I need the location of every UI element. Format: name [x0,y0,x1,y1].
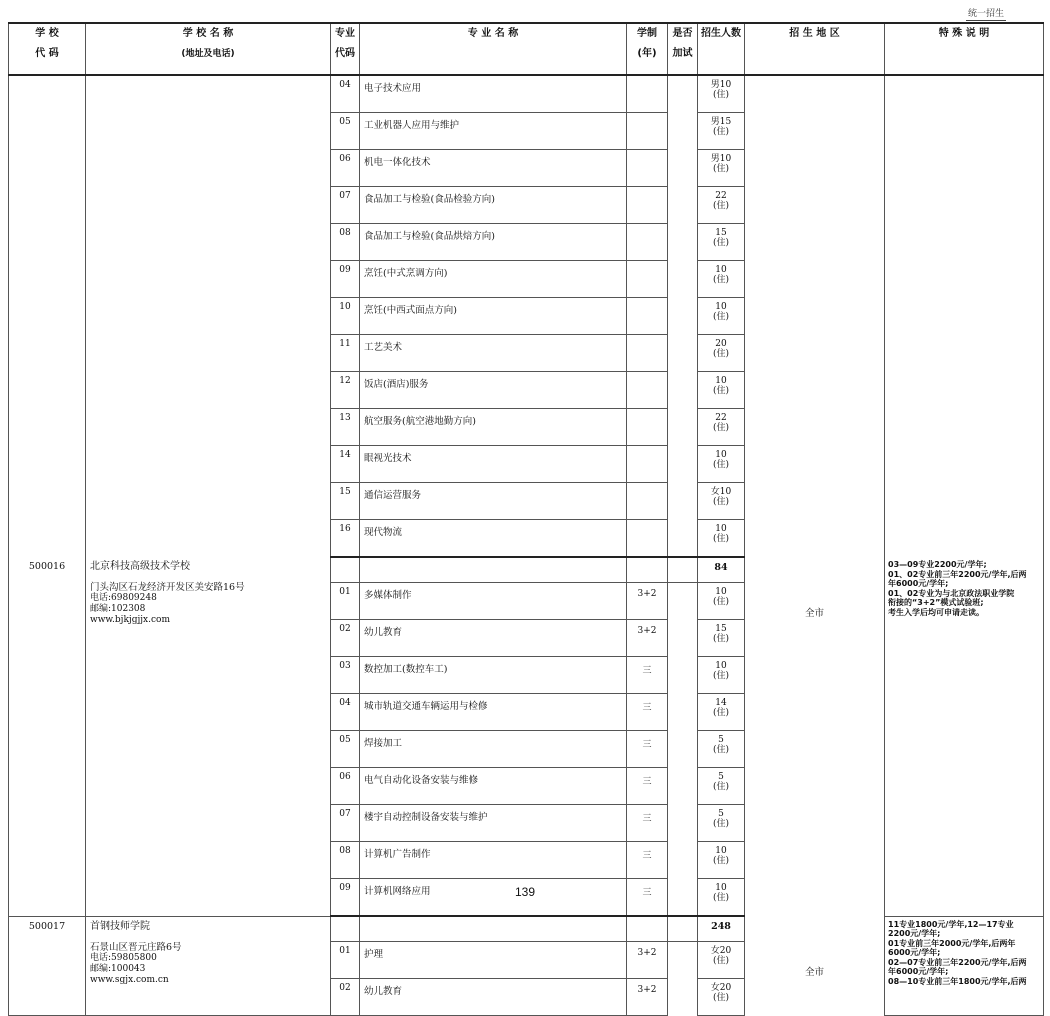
major-code: 06 [331,768,360,805]
table-header-row [9,23,1044,75]
enroll-count [698,979,745,1016]
enroll-count [698,942,745,979]
major-name: 现代物流 [360,520,627,558]
boarding-label: (住) [712,90,730,100]
special-notes [885,557,1044,916]
enroll-count-value: 10 [715,302,727,312]
school-address: 石景山区晋元庄路6号 [90,941,182,953]
major-years: 3+2 [627,620,668,657]
boarding-label: (住) [712,312,730,322]
enroll-count-value: 10 [715,265,727,275]
page-number: 139 [514,885,536,899]
major-code: 08 [331,842,360,879]
major-code: 01 [331,583,360,620]
major-name: 幼儿教育 [360,620,627,657]
boarding-label: (住) [712,671,730,681]
major-name: 工业机器人应用与维护 [360,113,627,150]
enroll-count-value: 20 [715,339,727,349]
special-notes [885,916,1044,1016]
major-years: 三 [627,657,668,694]
enroll-count-value: 5 [718,809,724,819]
extra-test-cell [668,842,698,879]
major-years: 三 [627,842,668,879]
major-code: 15 [331,483,360,520]
major-years: 3+2 [627,979,668,1016]
extra-test-cell [668,483,698,520]
enroll-count-value: 女20 [710,946,732,956]
blank-cell [360,916,627,942]
major-years [627,520,668,558]
major-years [627,261,668,298]
col-major-name: 专 业 名 称 [360,23,627,75]
note-line: 02—07专业前三年2200元/学年,后两 [888,957,1027,967]
extra-test-cell [668,446,698,483]
blank-cell [745,916,885,942]
boarding-label: (住) [712,164,730,174]
extra-test-cell [668,113,698,150]
col-region: 招 生 地 区 [745,23,885,75]
major-code: 08 [331,224,360,261]
boarding-label: (住) [712,782,730,792]
blank-cell [627,557,668,583]
boarding-label: (住) [712,856,730,866]
major-name: 楼宇自动控制设备安装与维护 [360,805,627,842]
boarding-label: (住) [712,386,730,396]
extra-test-cell [668,335,698,372]
school-website: www.sgjx.com.cn [90,974,169,985]
major-code: 01 [331,942,360,979]
major-code: 11 [331,335,360,372]
enroll-region: 全市 [745,942,885,1016]
major-name: 幼儿教育 [360,979,627,1016]
col-extra-test: 是否 加试 [668,23,698,75]
boarding-label: (住) [712,708,730,718]
major-name: 电气自动化设备安装与维修 [360,768,627,805]
school-postcode: 邮编:100043 [90,963,146,974]
enroll-count-value: 22 [715,413,727,423]
enroll-count-value: 22 [715,191,727,201]
major-name: 眼视光技术 [360,446,627,483]
major-name: 通信运营服务 [360,483,627,520]
note-line: 6000元/学年; [888,948,941,957]
enroll-count [698,446,745,483]
school-website: www.bjkjgjjx.com [90,615,170,625]
note-line: 考生入学后均可申请走读。 [888,607,984,617]
blank-cell [360,557,627,583]
enroll-count-value: 10 [715,376,727,386]
extra-test-cell [668,261,698,298]
school-code [9,75,86,557]
boarding-label: (住) [712,893,730,903]
major-years [627,372,668,409]
enroll-count [698,224,745,261]
major-code: 04 [331,694,360,731]
major-years [627,409,668,446]
boarding-label: (住) [712,745,730,755]
enroll-region [745,75,885,557]
school-info [86,557,331,916]
special-notes [885,75,1044,557]
major-code: 02 [331,620,360,657]
major-years [627,113,668,150]
major-years: 三 [627,694,668,731]
extra-test-cell [668,694,698,731]
enroll-count-value: 女10 [710,487,732,497]
major-code: 06 [331,150,360,187]
boarding-label: (住) [712,201,730,211]
note-line: 01、02专业前三年2200元/学年,后两 [888,569,1027,579]
enroll-total-value: 84 [714,562,728,573]
major-years: 3+2 [627,942,668,979]
major-name: 食品加工与检验(食品烘焙方向) [360,224,627,261]
major-code: 16 [331,520,360,558]
major-code: 09 [331,879,360,917]
enroll-count [698,694,745,731]
enroll-count-value: 10 [715,587,727,597]
extra-test-cell [668,75,698,113]
boarding-label: (住) [712,993,730,1003]
blank-cell [331,557,360,583]
boarding-label: (住) [712,497,730,507]
major-years [627,335,668,372]
major-name: 食品加工与检验(食品检验方向) [360,187,627,224]
extra-test-cell [668,409,698,446]
major-name: 烹饪(中西式面点方向) [360,298,627,335]
major-code: 03 [331,657,360,694]
school-name: 北京科技高级技术学校 [90,561,190,572]
enroll-region: 全市 [745,583,885,917]
major-years: 三 [627,805,668,842]
major-years [627,446,668,483]
major-code: 12 [331,372,360,409]
enroll-count-value: 男10 [710,154,732,164]
blank-cell [668,557,698,583]
school-phone: 电话:69809248 [90,593,157,603]
major-name: 焊接加工 [360,731,627,768]
enroll-count-value: 男10 [710,80,732,90]
extra-test-cell [668,372,698,409]
major-name: 计算机网络应用 [360,879,627,917]
extra-test-cell [668,805,698,842]
blank-cell [668,916,698,942]
note-line: 01、02专业为与北京政法职业学院 [888,588,1015,598]
major-name: 电子技术应用 [360,75,627,113]
school-address: 门头沟区石龙经济开发区美安路16号 [90,582,245,593]
enroll-count-value: 14 [715,698,727,708]
extra-test-cell [668,187,698,224]
enroll-count [698,842,745,879]
boarding-label: (住) [712,819,730,829]
note-line: 衔接的“3+2”模式试验班; [888,598,984,607]
major-years [627,187,668,224]
note-line: 11专业1800元/学年,12—17专业 [888,919,1014,929]
boarding-label: (住) [712,597,730,607]
major-name: 城市轨道交通车辆运用与检修 [360,694,627,731]
col-years: 学制 (年) [627,23,668,75]
enroll-count-value: 10 [715,846,727,856]
enroll-count-value: 10 [715,450,727,460]
blank-cell [745,557,885,583]
enroll-count [698,731,745,768]
major-years: 3+2 [627,583,668,620]
enroll-count [698,75,745,113]
enroll-count-value: 10 [715,883,727,893]
note-line: 03—09专业2200元/学年; [888,560,987,569]
major-years [627,224,668,261]
header-tag: 统一招生 [966,6,1006,21]
enroll-count-value: 15 [715,228,727,238]
enroll-count-value: 女20 [710,983,732,993]
major-years [627,483,668,520]
enroll-total [698,916,745,942]
major-years [627,75,668,113]
enroll-count [698,768,745,805]
school-total-row [9,916,1044,942]
col-school-name: 学 校 名 称 (地址及电话) [86,23,331,75]
boarding-label: (住) [712,423,730,433]
enroll-count [698,520,745,558]
major-name: 航空服务(航空港地勤方向) [360,409,627,446]
enroll-count [698,187,745,224]
boarding-label: (住) [712,534,730,544]
boarding-label: (住) [712,275,730,285]
school-info [86,916,331,1016]
enroll-count-value: 10 [715,524,727,534]
school-phone: 电话:59805800 [90,952,157,963]
enroll-total [698,557,745,583]
major-years [627,150,668,187]
enroll-count [698,620,745,657]
major-code: 10 [331,298,360,335]
boarding-label: (住) [712,956,730,966]
major-name: 多媒体制作 [360,583,627,620]
extra-test-cell [668,657,698,694]
col-notes: 特 殊 说 明 [885,23,1044,75]
major-name: 护理 [360,942,627,979]
major-name: 饭店(酒店)服务 [360,372,627,409]
boarding-label: (住) [712,238,730,248]
admissions-table [8,22,1044,1016]
major-years [627,298,668,335]
school-info [86,75,331,557]
extra-test-cell [668,979,698,1016]
enroll-count [698,483,745,520]
enroll-count [698,583,745,620]
note-line: 08—10专业前三年1800元/学年,后两 [888,976,1027,986]
major-years: 三 [627,879,668,917]
extra-test-cell [668,224,698,261]
major-code: 04 [331,75,360,113]
enroll-count [698,113,745,150]
enroll-count [698,298,745,335]
major-years: 三 [627,731,668,768]
extra-test-cell [668,620,698,657]
major-code: 13 [331,409,360,446]
enroll-count [698,261,745,298]
enroll-count-value: 15 [715,624,727,634]
major-name: 工艺美术 [360,335,627,372]
major-code: 02 [331,979,360,1016]
major-code: 05 [331,113,360,150]
blank-cell [627,916,668,942]
table-row [9,75,1044,113]
enroll-count [698,409,745,446]
extra-test-cell [668,583,698,620]
enroll-count-value: 5 [718,772,724,782]
major-name: 烹饪(中式烹调方向) [360,261,627,298]
boarding-label: (住) [712,634,730,644]
school-total-row [9,557,1044,583]
enroll-count [698,150,745,187]
enroll-count-value: 10 [715,661,727,671]
enroll-count [698,657,745,694]
blank-cell [331,916,360,942]
enroll-count [698,372,745,409]
extra-test-cell [668,942,698,979]
school-name: 首钢技师学院 [90,920,150,932]
enroll-count-value: 5 [718,735,724,745]
school-code: 500017 [9,916,86,1016]
major-code: 09 [331,261,360,298]
enroll-total-value: 248 [711,921,731,932]
boarding-label: (住) [712,460,730,470]
major-code: 14 [331,446,360,483]
major-name: 机电一体化技术 [360,150,627,187]
extra-test-cell [668,731,698,768]
school-code: 500016 [9,557,86,916]
major-name: 计算机广告制作 [360,842,627,879]
note-line: 01专业前三年2000元/学年,后两年 [888,938,1016,948]
extra-test-cell [668,768,698,805]
extra-test-cell [668,298,698,335]
school-postcode: 邮编:102308 [90,604,146,614]
major-code: 07 [331,187,360,224]
enroll-count [698,805,745,842]
major-years: 三 [627,768,668,805]
col-major-code: 专业 代码 [331,23,360,75]
major-code: 05 [331,731,360,768]
enroll-count [698,335,745,372]
boarding-label: (住) [712,127,730,137]
note-line: 年6000元/学年; [888,579,949,588]
col-school-code: 学 校 代 码 [9,23,86,75]
enroll-count-value: 男15 [710,117,732,127]
note-line: 年6000元/学年; [888,967,949,976]
note-line: 2200元/学年; [888,929,941,938]
boarding-label: (住) [712,349,730,359]
extra-test-cell [668,520,698,558]
extra-test-cell [668,150,698,187]
major-code: 07 [331,805,360,842]
major-name: 数控加工(数控车工) [360,657,627,694]
col-enrollment: 招生人数 [698,23,745,75]
